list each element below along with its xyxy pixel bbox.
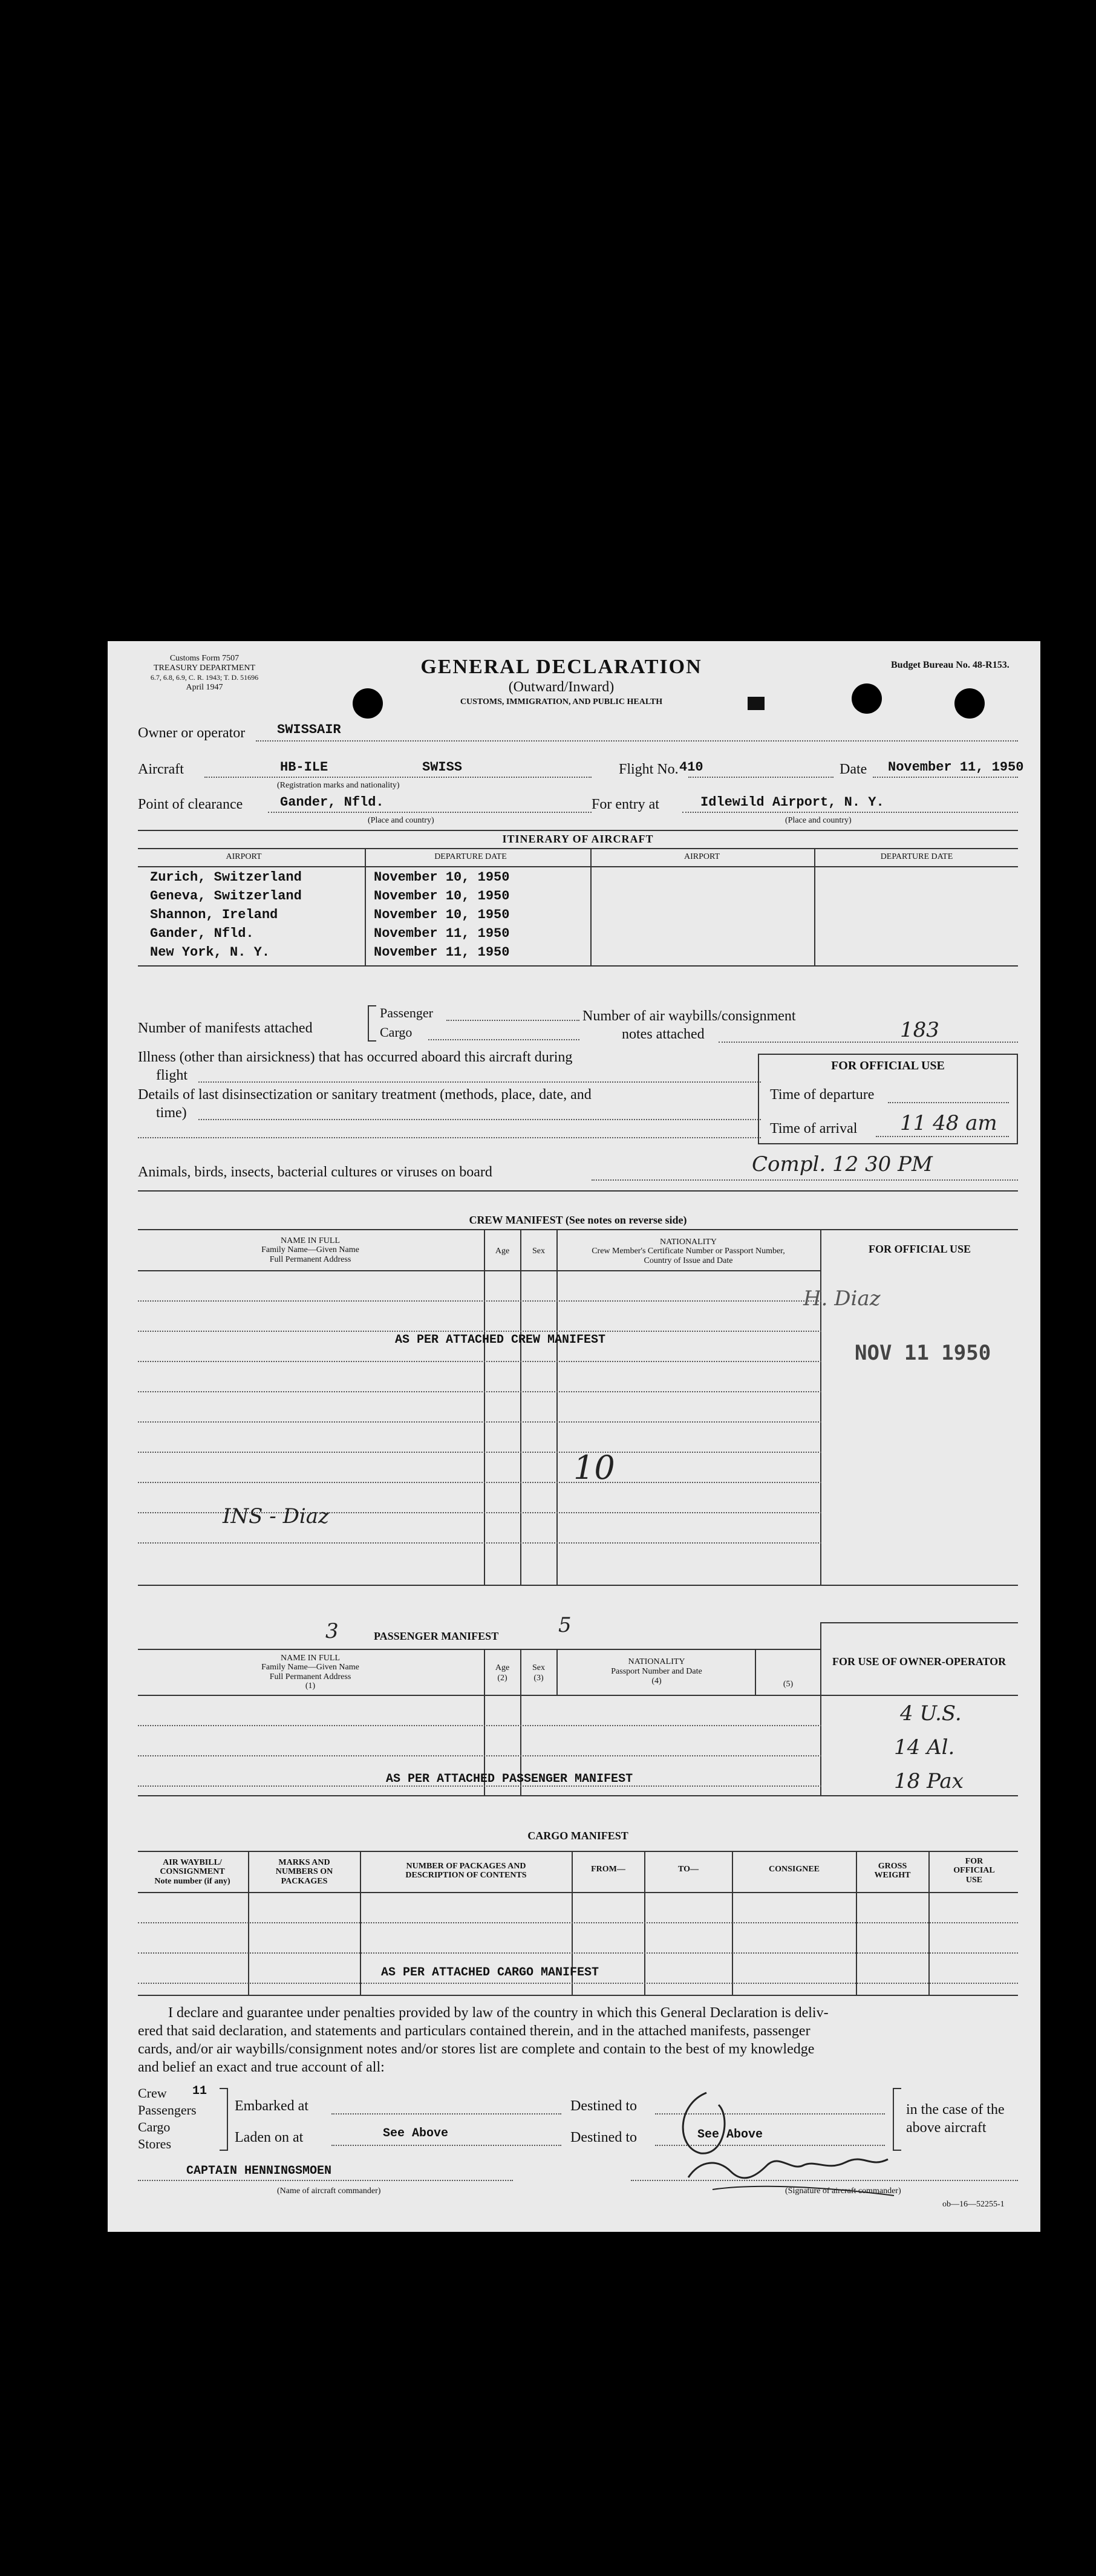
- punch-hole: [954, 688, 985, 719]
- crew-col-official: FOR OFFICIAL USE: [868, 1243, 971, 1255]
- time-of-arrival-label: Time of arrival: [770, 1121, 858, 1136]
- itinerary-title: ITINERARY OF AIRCRAFT: [502, 833, 654, 845]
- crew-manifest-title: CREW MANIFEST (See notes on reverse side): [469, 1214, 687, 1226]
- itinerary-col-airport: AIRPORT: [226, 852, 262, 861]
- crew-attached-note: AS PER ATTACHED CREW MANIFEST: [395, 1333, 606, 1347]
- declaration-line-4: and belief an exact and true account of all:: [138, 2059, 385, 2075]
- crew-col-nationality: NATIONALITY Crew Member's Certificate Number or Passport Number, Country of Issue and Date: [592, 1237, 785, 1265]
- illness-label-line2: flight: [156, 1068, 188, 1083]
- owner-label: Owner or operator: [138, 725, 246, 741]
- arrival-time-handwritten: 11 48 am: [900, 1111, 997, 1135]
- punch-hole: [353, 688, 383, 719]
- embarked-label: Embarked at: [235, 2098, 308, 2114]
- form-mark: [748, 697, 765, 710]
- aircraft-registration: HB-ILE: [280, 760, 328, 775]
- itinerary-date: November 11, 1950: [374, 945, 510, 960]
- passenger-col-5: (5): [783, 1680, 794, 1689]
- passenger-count-total: 18 Pax: [894, 1769, 964, 1793]
- passenger-count-aliens: 14 Al.: [894, 1735, 955, 1759]
- cargo-attached-note: AS PER ATTACHED CARGO MANIFEST: [381, 1966, 599, 1980]
- passenger-col-sex: Sex (3): [532, 1663, 545, 1683]
- passenger-hw-5: 5: [558, 1613, 572, 1637]
- passenger-manifest-label: Passenger: [380, 1005, 433, 1020]
- form-subtitle: (Outward/Inward): [508, 679, 615, 695]
- disinsect-label-line2: time): [156, 1105, 187, 1121]
- itinerary-col-airport-2: AIRPORT: [683, 852, 720, 861]
- waybills-label: Number of air waybills/consignment: [582, 1008, 796, 1024]
- declaration-line-2: ered that said declaration, and statements and particulars contained therein, and in the attached manifests, passenger: [138, 2023, 811, 2039]
- cargo-col-packages: NUMBER OF PACKAGES AND DESCRIPTION OF CONTENTS: [405, 1862, 527, 1880]
- general-declaration-form: [108, 641, 1040, 2232]
- signature-text: [737, 2171, 802, 2180]
- itinerary-col-departure-2: DEPARTURE DATE: [880, 852, 953, 861]
- form-date: April 1947: [186, 683, 223, 692]
- gpo-number: ob—16—52255-1: [942, 2200, 1005, 2209]
- form-title: GENERAL DECLARATION: [420, 656, 702, 678]
- date-label: Date: [840, 761, 867, 777]
- crew-label: Crew: [138, 2085, 167, 2101]
- completed-time-handwritten: Compl. 12 30 PM: [752, 1152, 933, 1176]
- customs-form-number: Customs Form 7507: [169, 654, 240, 663]
- passenger-count-us: 4 U.S.: [900, 1701, 962, 1726]
- received-date-stamp: NOV 11 1950: [855, 1341, 991, 1365]
- cargo-col-to: TO—: [678, 1865, 699, 1874]
- laden-value: See Above: [383, 2127, 449, 2141]
- crew-count: 11: [192, 2084, 207, 2098]
- cargo-manifest-title: CARGO MANIFEST: [527, 1830, 628, 1842]
- cargo-label: Cargo: [138, 2119, 171, 2134]
- commander-signature: [664, 2081, 906, 2205]
- disinsect-label-line1: Details of last disinsectization or sanitary treatment (methods, place, date, and: [138, 1087, 592, 1103]
- registration-note: (Registration marks and nationality): [277, 781, 400, 790]
- destined-label-1: Destined to: [570, 2098, 637, 2114]
- cargo-col-from: FROM—: [591, 1865, 625, 1874]
- crew-count-handwritten: 10: [573, 1449, 615, 1487]
- owner-operator-col: FOR USE OF OWNER-OPERATOR: [832, 1655, 1006, 1668]
- destined-value: See Above: [697, 2128, 763, 2142]
- notes-attached-label: notes attached: [622, 1026, 705, 1042]
- inspector-handwritten: INS - Diaz: [223, 1504, 329, 1528]
- laden-label: Laden on at: [235, 2130, 304, 2145]
- in-case-label: in the case of the: [906, 2102, 1005, 2118]
- budget-bureau-number: Budget Bureau No. 48-R153.: [891, 660, 1010, 670]
- punch-hole: [852, 683, 882, 714]
- crew-col-name: NAME IN FULL Family Name—Given Name Full Permanent Address: [261, 1236, 359, 1264]
- aircraft-label: Aircraft: [138, 761, 184, 777]
- itinerary-date: November 10, 1950: [374, 889, 510, 904]
- manifests-label: Number of manifests attached: [138, 1020, 313, 1036]
- owner-value: SWISSAIR: [277, 722, 341, 737]
- crew-col-sex: Sex: [532, 1247, 545, 1256]
- form-agencies: CUSTOMS, IMMIGRATION, AND PUBLIC HEALTH: [460, 697, 663, 706]
- regulations: 6.7, 6.8, 6.9, C. R. 1943; T. D. 51696: [150, 673, 259, 682]
- flight-value: 410: [679, 760, 703, 775]
- clearance-label: Point of clearance: [138, 797, 243, 812]
- waybills-value: 183: [900, 1018, 939, 1042]
- flight-label: Flight No.: [619, 761, 679, 777]
- itinerary-airport: Shannon, Ireland: [150, 907, 278, 922]
- cargo-col-official: FOR OFFICIAL USE: [953, 1857, 995, 1885]
- entry-place-note: (Place and country): [785, 816, 852, 825]
- passenger-col-name: NAME IN FULL Family Name—Given Name Full Permanent Address (1): [261, 1654, 359, 1691]
- crew-col-age: Age: [495, 1247, 510, 1256]
- destined-label-2: Destined to: [570, 2130, 637, 2145]
- date-value: November 11, 1950: [888, 760, 1024, 775]
- itinerary-col-departure: DEPARTURE DATE: [434, 852, 507, 861]
- commander-name-note: (Name of aircraft commander): [277, 2186, 381, 2196]
- declaration-line-1: I declare and guarantee under penalties provided by law of the country in which this General Declaration is deliv-: [168, 2005, 829, 2021]
- aircraft-nationality: SWISS: [422, 760, 463, 775]
- itinerary-airport: Gander, Nfld.: [150, 926, 254, 941]
- itinerary-date: November 10, 1950: [374, 870, 510, 885]
- passengers-label: Passengers: [138, 2102, 197, 2118]
- passenger-hw-3: 3: [325, 1619, 339, 1643]
- itinerary-date: November 11, 1950: [374, 926, 510, 941]
- animals-label: Animals, birds, insects, bacterial cultures or viruses on board: [138, 1164, 492, 1180]
- official-use-title: FOR OFFICIAL USE: [831, 1059, 945, 1072]
- illness-label-line1: Illness (other than airsickness) that has occurred aboard this aircraft during: [138, 1049, 573, 1065]
- time-of-departure-label: Time of departure: [770, 1087, 875, 1103]
- stores-label: Stores: [138, 2136, 171, 2151]
- itinerary-airport: New York, N. Y.: [150, 945, 270, 960]
- itinerary-airport: Zurich, Switzerland: [150, 870, 302, 885]
- passenger-attached-note: AS PER ATTACHED PASSENGER MANIFEST: [386, 1772, 633, 1786]
- passenger-col-age: Age (2): [495, 1663, 510, 1683]
- signature-note: (Signature of aircraft commander): [785, 2186, 901, 2196]
- commander-name: CAPTAIN HENNINGSMOEN: [186, 2164, 332, 2178]
- passenger-col-nationality: NATIONALITY Passport Number and Date (4): [611, 1657, 702, 1686]
- itinerary-date: November 10, 1950: [374, 907, 510, 922]
- official-initials-handwritten: H. Diaz: [803, 1286, 881, 1311]
- itinerary-airport: Geneva, Switzerland: [150, 889, 302, 904]
- cargo-col-consignee: CONSIGNEE: [768, 1865, 820, 1874]
- entry-value: Idlewild Airport, N. Y.: [700, 795, 884, 810]
- above-aircraft-label: above aircraft: [906, 2120, 987, 2136]
- cargo-manifest-label: Cargo: [380, 1025, 413, 1040]
- clearance-value: Gander, Nfld.: [280, 795, 384, 810]
- cargo-col-waybill: AIR WAYBILL/ CONSIGNMENT Note number (if any): [154, 1858, 230, 1886]
- declaration-line-3: cards, and/or air waybills/consignment notes and/or stores list are complete and contain to the best of my knowledge: [138, 2041, 815, 2057]
- entry-label: For entry at: [592, 797, 659, 812]
- passenger-manifest-title: PASSENGER MANIFEST: [374, 1630, 499, 1642]
- clearance-place-note: (Place and country): [368, 816, 434, 825]
- cargo-col-gross-weight: GROSS WEIGHT: [874, 1862, 911, 1880]
- treasury-department: TREASURY DEPARTMENT: [153, 664, 256, 673]
- cargo-col-marks: MARKS AND NUMBERS ON PACKAGES: [275, 1858, 333, 1886]
